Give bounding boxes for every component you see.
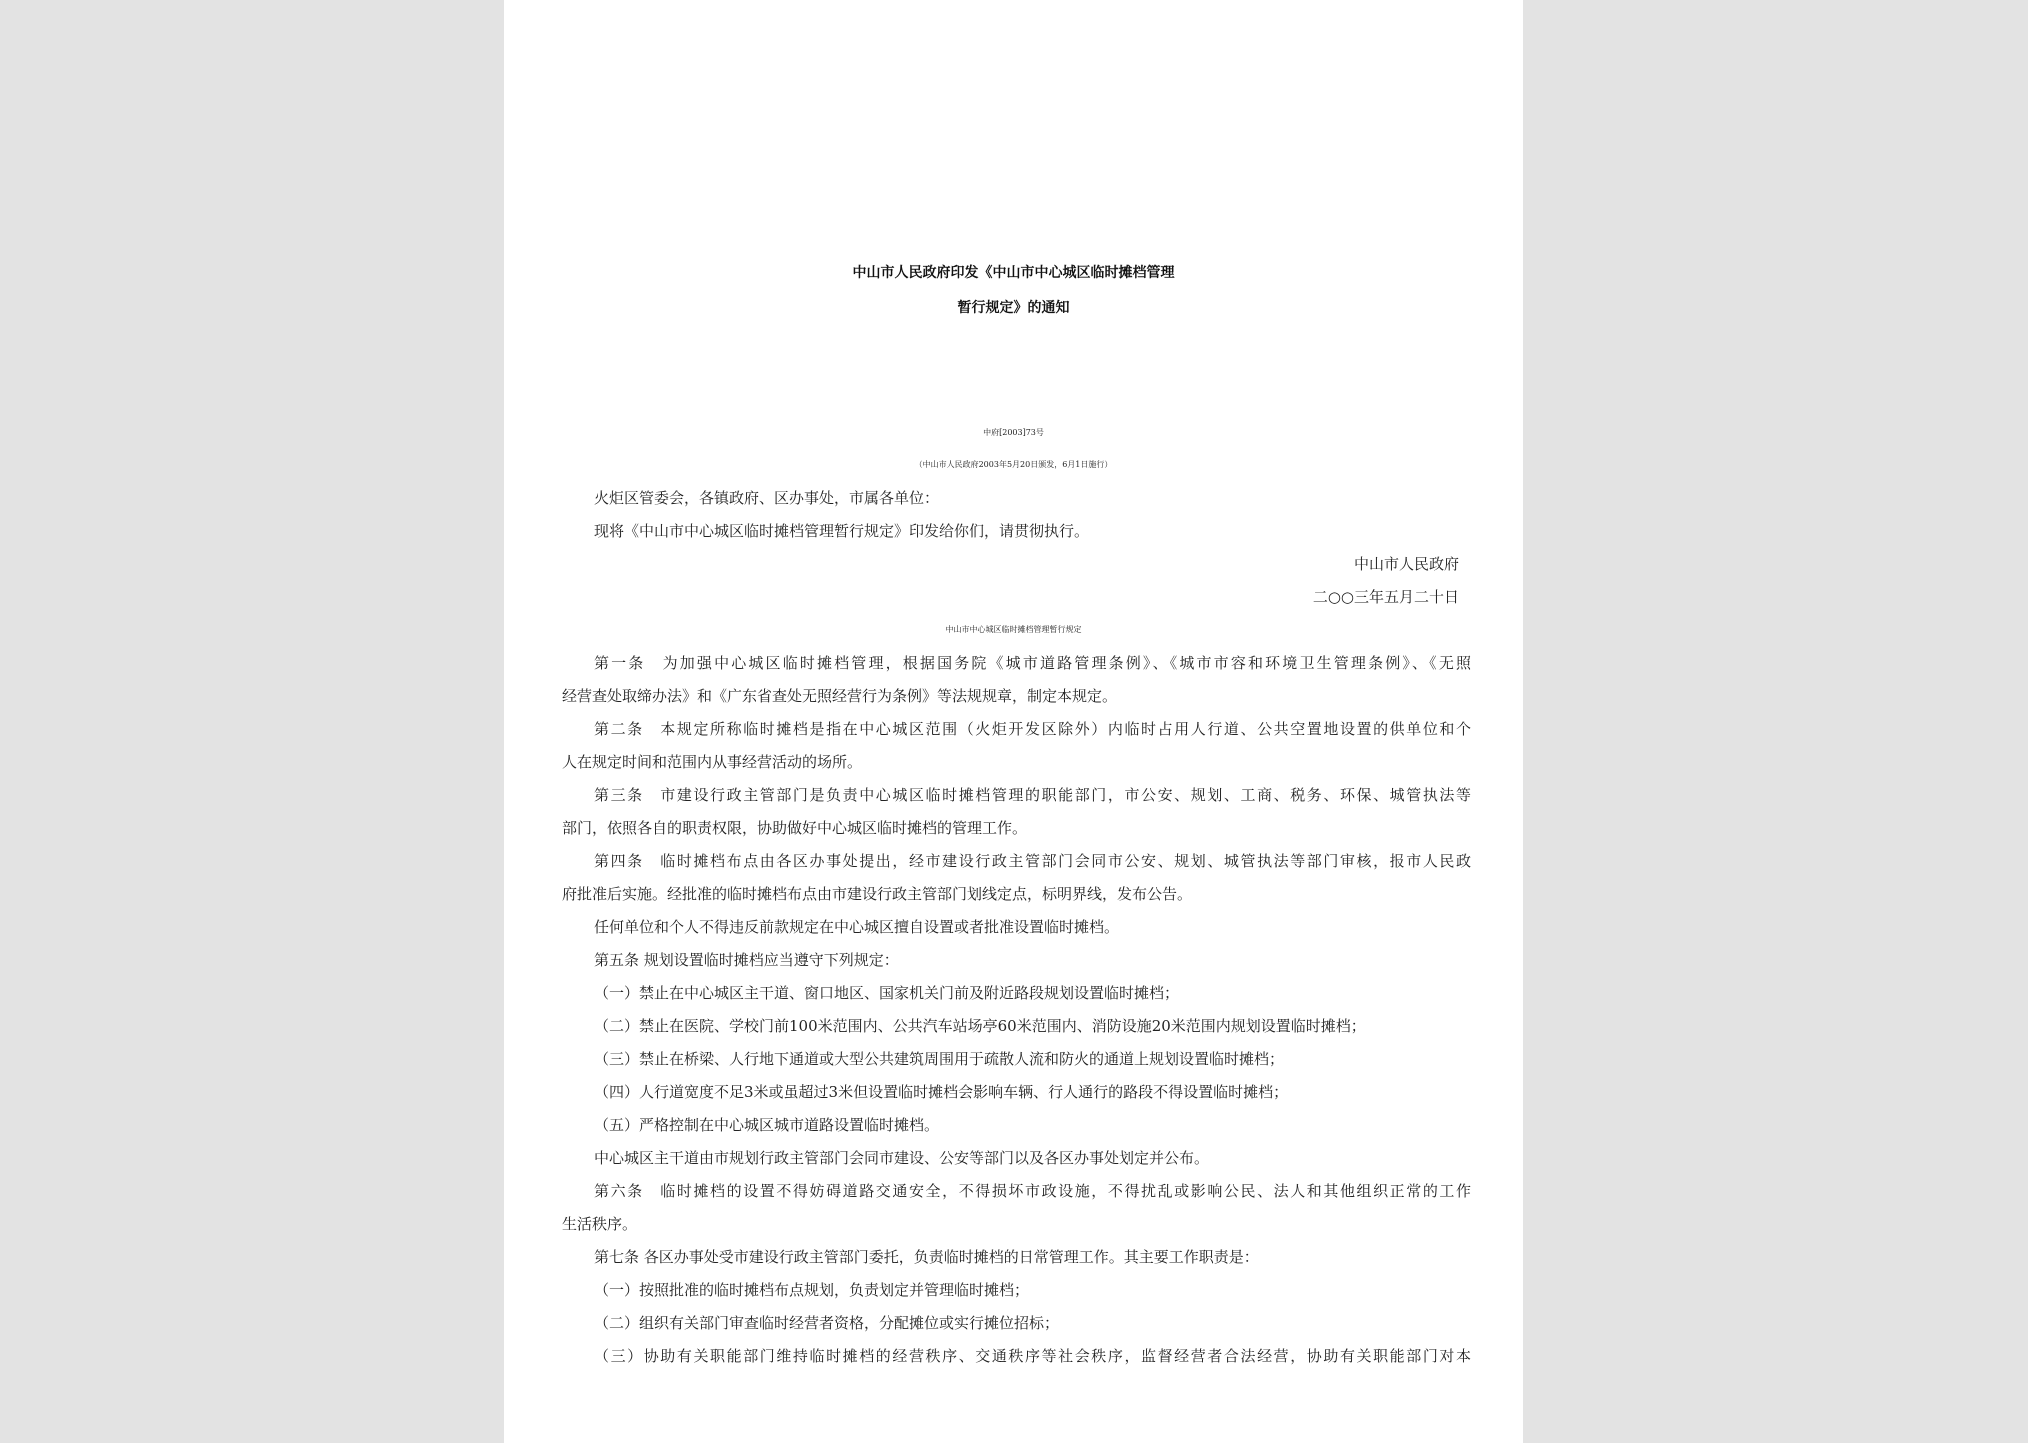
document-number: 中府[2003]73号: [983, 428, 1044, 437]
article-1-line-1: 第一条 为加强中心城区临时摊档管理，根据国务院《城市道路管理条例》、《城市市容和环境卫生管理条例》、《无照: [594, 654, 1471, 672]
article-7-item-1: （一）按照批准的临时摊档布点规划，负责划定并管理临时摊档；: [594, 1281, 1030, 1299]
article-2-line-2: 人在规定时间和范围内从事经营活动的场所。: [562, 753, 863, 771]
article-4-line-2: 府批准后实施。经批准的临时摊档布点由市建设行政主管部门划线定点，标明界线，发布公告。: [562, 885, 1193, 903]
article-5-item-5: （五）严格控制在中心城区城市道路设置临时摊档。: [594, 1116, 940, 1134]
article-7-item-3: （三）协助有关职能部门维持临时摊档的经营秩序、交通秩序等社会秩序，监督经营者合法经营，协助有关职能部门对本: [594, 1347, 1471, 1365]
issuer-signature: 中山市人民政府: [1353, 555, 1459, 573]
issue-note: （中山市人民政府2003年5月20日颁发，6月1日施行）: [914, 460, 1113, 469]
article-5-item-3: （三）禁止在桥梁、人行地下通道或大型公共建筑周围用于疏散人流和防火的通道上规划设置临时摊档；: [594, 1050, 1285, 1068]
article-4-paragraph-2: 任何单位和个人不得违反前款规定在中心城区擅自设置或者批准设置临时摊档。: [594, 918, 1120, 936]
recipients: 火炬区管委会，各镇政府、区办事处，市属各单位：: [594, 489, 940, 507]
article-5-item-4: （四）人行道宽度不足3米或虽超过3米但设置临时摊档会影响车辆、行人通行的路段不得设置临时摊档；: [594, 1083, 1289, 1101]
article-1-line-2: 经营查处取缔办法》和《广东省查处无照经营行为条例》等法规规章，制定本规定。: [562, 687, 1118, 705]
article-7-intro: 第七条 各区办事处受市建设行政主管部门委托，负责临时摊档的日常管理工作。其主要工作职责是：: [594, 1248, 1259, 1266]
article-4-line-1: 第四条 临时摊档布点由各区办事处提出，经市建设行政主管部门会同市公安、规划、城管执法等部门审核，报市人民政: [594, 852, 1471, 870]
document-title-line-2: 暂行规定》的通知: [957, 300, 1070, 316]
article-5-intro: 第五条 规划设置临时摊档应当遵守下列规定：: [594, 951, 899, 969]
document-page: [504, 0, 1523, 1443]
article-6-line-2: 生活秩序。: [562, 1215, 638, 1233]
document-title-line-1: 中山市人民政府印发《中山市中心城区临时摊档管理: [852, 265, 1175, 281]
article-2-line-1: 第二条 本规定所称临时摊档是指在中心城区范围（火炬开发区除外）内临时占用人行道、公共空置地设置的供单位和个: [594, 720, 1471, 738]
article-7-item-2: （二）组织有关部门审查临时经营者资格，分配摊位或实行摊位招标；: [594, 1314, 1060, 1332]
article-5-paragraph-2: 中心城区主干道由市规划行政主管部门会同市建设、公安等部门以及各区办事处划定并公布。: [594, 1149, 1210, 1167]
article-6-line-1: 第六条 临时摊档的设置不得妨碍道路交通安全，不得损坏市政设施，不得扰乱或影响公民、法人和其他组织正常的工作: [594, 1182, 1471, 1200]
issue-date: 二○○三年五月二十日: [1312, 588, 1459, 606]
article-5-item-1: （一）禁止在中心城区主干道、窗口地区、国家机关门前及附近路段规划设置临时摊档；: [594, 984, 1180, 1002]
notice-text: 现将《中山市中心城区临时摊档管理暂行规定》印发给你们，请贯彻执行。: [594, 522, 1090, 540]
article-3-line-2: 部门，依照各自的职责权限，协助做好中心城区临时摊档的管理工作。: [562, 819, 1028, 837]
article-3-line-1: 第三条 市建设行政主管部门是负责中心城区临时摊档管理的职能部门，市公安、规划、工商、税务、环保、城管执法等: [594, 786, 1471, 804]
article-5-item-2: （二）禁止在医院、学校门前100米范围内、公共汽车站场亭60米范围内、消防设施20米范围内规划设置临时摊档；: [594, 1017, 1366, 1035]
regulation-title: 中山市中心城区临时摊档管理暂行规定: [945, 625, 1082, 634]
